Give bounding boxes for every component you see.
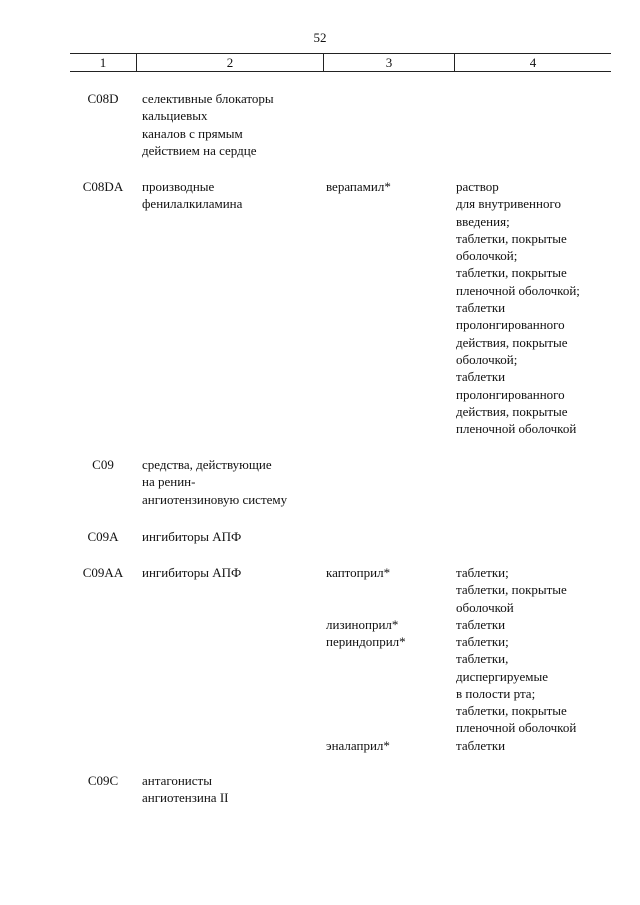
group-description: селективные блокаторы кальциевых каналов с прямым действием на сердце bbox=[142, 91, 274, 158]
group-description: средства, действующие на ренин- ангиотензиновую систему bbox=[142, 457, 288, 507]
dosage-forms: таблетки bbox=[456, 738, 506, 753]
group-description: ингибиторы АПФ bbox=[142, 565, 242, 580]
table-header bbox=[70, 53, 611, 72]
atc-code: C08D bbox=[87, 91, 119, 106]
group-description: производные фенилалкиламина bbox=[142, 179, 243, 212]
column-header-3: 3 bbox=[323, 54, 454, 71]
dosage-forms: таблетки; таблетки, покрытые оболочкой bbox=[456, 565, 567, 615]
dosage-forms: раствор для внутривенного введения; таблетки, покрытые оболочкой; таблетки, покрытые пленочной оболочкой; таблетки пролонгированного действия, покрытые оболочкой; таблетки пролонгированного действия, покрытые пленочной оболочкой bbox=[456, 179, 580, 437]
drug-name: периндоприл* bbox=[326, 634, 406, 649]
dosage-forms: таблетки bbox=[456, 617, 506, 632]
drug-name: каптоприл* bbox=[326, 565, 391, 580]
group-description: ингибиторы АПФ bbox=[142, 529, 242, 544]
drug-name: верапамил* bbox=[326, 179, 391, 194]
atc-code: C09C bbox=[87, 773, 119, 788]
dosage-forms: таблетки; таблетки, диспергируемые в полости рта; таблетки, покрытые пленочной оболочкой bbox=[456, 634, 577, 736]
column-header-2: 2 bbox=[136, 54, 323, 71]
atc-code: C08DA bbox=[82, 179, 124, 194]
group-description: антагонисты ангиотензина II bbox=[142, 773, 229, 806]
page-number: 52 bbox=[313, 30, 327, 45]
drug-name: эналаприл* bbox=[326, 738, 390, 753]
drug-name: лизиноприл* bbox=[326, 617, 399, 632]
atc-code: C09A bbox=[87, 529, 119, 544]
column-header-1: 1 bbox=[99, 55, 107, 70]
column-header-4: 4 bbox=[454, 54, 611, 71]
atc-code: C09 bbox=[92, 457, 114, 472]
atc-code: C09AA bbox=[82, 565, 124, 580]
